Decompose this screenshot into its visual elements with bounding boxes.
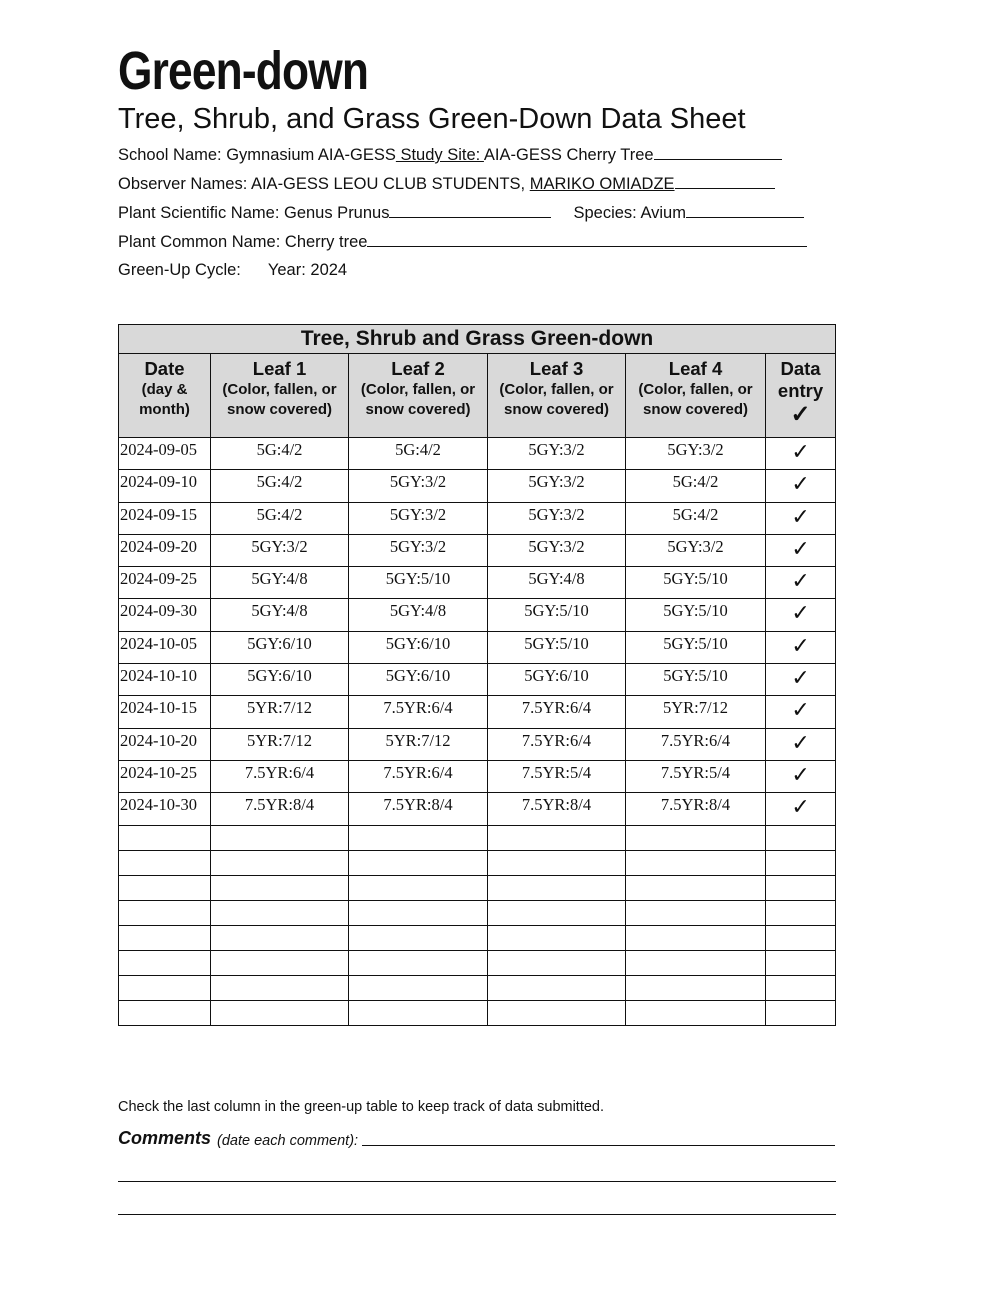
empty-cell[interactable] [488,850,626,875]
species-label: Species: [573,204,641,222]
table-header-row [119,354,836,438]
checkmark-icon[interactable]: ✓ [766,631,836,663]
empty-table-row [119,976,836,1001]
checkmark-icon[interactable]: ✓ [766,696,836,728]
column-header-title: Leaf 4 [668,358,723,379]
empty-cell[interactable] [349,1001,488,1026]
empty-cell[interactable] [766,875,836,900]
leaf-cell[interactable]: 5GY:3/2 [488,438,626,470]
column-header-title: Leaf 1 [252,358,307,379]
leaf-cell[interactable]: 5GY:4/8 [488,567,626,599]
table-row [119,470,836,502]
empty-cell[interactable] [766,925,836,950]
leaf-cell[interactable]: 5GY:5/10 [626,664,766,696]
comments-sublabel: (date each comment): [217,1133,359,1149]
leaf-cell[interactable]: 7.5YR:5/4 [488,760,626,792]
species-field[interactable]: Avium [640,204,686,222]
empty-table-row [119,900,836,925]
table-row [119,696,836,728]
leaf-cell[interactable]: 5GY:3/2 [488,534,626,566]
leaf-cell[interactable]: 7.5YR:8/4 [488,793,626,825]
checkmark-icon[interactable]: ✓ [766,728,836,760]
empty-cell[interactable] [766,825,836,850]
leaf-cell[interactable]: 5G:4/2 [211,502,349,534]
column-header-title: Data entry [777,358,824,401]
year-field[interactable]: 2024 [310,261,348,279]
leaf-cell[interactable]: 5YR:7/12 [626,696,766,728]
leaf-cell[interactable]: 7.5YR:5/4 [626,760,766,792]
empty-cell[interactable] [349,825,488,850]
column-header-title: Leaf 3 [529,358,584,379]
leaf-cell[interactable]: 5GY:5/10 [349,567,488,599]
checkmark-icon[interactable]: ✓ [766,470,836,502]
school-line [118,144,782,165]
scientific-name-blank-line [389,202,551,218]
leaf-cell[interactable]: 5GY:6/10 [488,664,626,696]
empty-cell[interactable] [349,900,488,925]
leaf-cell[interactable]: 5GY:3/2 [349,534,488,566]
date-cell[interactable]: 2024-09-05 [119,438,211,470]
table-row [119,793,836,825]
table-row [119,664,836,696]
comments-field[interactable] [362,1145,835,1146]
column-header-leaf-4 [626,354,766,438]
page-title: Green-down [118,41,369,101]
leaf-cell[interactable]: 5GY:5/10 [488,631,626,663]
green-down-table [118,324,836,1026]
cycle-label: Green-Up Cycle: [118,261,241,279]
observer-field-2[interactable]: MARIKO OMIADZE [529,175,675,193]
checkmark-icon[interactable]: ✓ [766,760,836,792]
empty-cell[interactable] [211,900,349,925]
table-body [119,438,836,1026]
leaf-cell[interactable]: 5G:4/2 [626,502,766,534]
column-header-leaf-1 [211,354,349,438]
empty-cell[interactable] [488,900,626,925]
checkmark-icon[interactable]: ✓ [766,534,836,566]
footer-note: Check the last column in the green-up table to keep track of data submitted. [118,1099,605,1115]
date-cell[interactable]: 2024-10-05 [119,631,211,663]
empty-cell[interactable] [119,925,211,950]
empty-cell[interactable] [349,925,488,950]
empty-cell[interactable] [766,951,836,976]
empty-cell[interactable] [488,875,626,900]
empty-table-row [119,825,836,850]
cycle-line [118,260,347,280]
empty-cell[interactable] [488,1001,626,1026]
leaf-cell[interactable]: 5GY:5/10 [626,567,766,599]
empty-cell[interactable] [211,925,349,950]
date-cell[interactable]: 2024-10-15 [119,696,211,728]
leaf-cell[interactable]: 5GY:5/10 [488,599,626,631]
table-row [119,599,836,631]
empty-table-row [119,951,836,976]
table-row [119,631,836,663]
leaf-cell[interactable]: 5GY:6/10 [349,631,488,663]
empty-cell[interactable] [766,900,836,925]
leaf-cell[interactable]: 5GY:3/2 [211,534,349,566]
empty-cell[interactable] [119,1001,211,1026]
checkmark-icon[interactable]: ✓ [766,793,836,825]
school-field[interactable]: Gymnasium AIA-GESS [226,146,396,164]
empty-cell[interactable] [488,925,626,950]
leaf-cell[interactable]: 5G:4/2 [211,438,349,470]
table-row [119,760,836,792]
observer-blank-line [675,173,775,189]
checkmark-icon[interactable]: ✓ [766,567,836,599]
empty-cell[interactable] [119,900,211,925]
date-cell[interactable]: 2024-09-10 [119,470,211,502]
empty-cell[interactable] [626,925,766,950]
leaf-cell[interactable]: 5GY:4/8 [211,599,349,631]
leaf-cell[interactable]: 7.5YR:6/4 [349,760,488,792]
leaf-cell[interactable]: 5GY:3/2 [349,470,488,502]
empty-cell[interactable] [119,875,211,900]
empty-cell[interactable] [349,976,488,1001]
date-cell[interactable]: 2024-09-25 [119,567,211,599]
empty-cell[interactable] [119,951,211,976]
empty-table-row [119,875,836,900]
species-blank-line [686,202,804,218]
common-name-line [118,231,807,252]
leaf-cell[interactable]: 7.5YR:6/4 [488,696,626,728]
table-row [119,534,836,566]
leaf-cell[interactable]: 5G:4/2 [349,438,488,470]
school-label: School Name: [118,146,227,164]
leaf-cell[interactable]: 5YR:7/12 [211,728,349,760]
date-cell[interactable]: 2024-09-15 [119,502,211,534]
leaf-cell[interactable]: 7.5YR:6/4 [488,728,626,760]
comments-line [118,1128,835,1149]
column-header-subtitle: (Color, fallen, or snow covered) [360,381,476,418]
empty-cell[interactable] [211,951,349,976]
empty-cell[interactable] [211,875,349,900]
leaf-cell[interactable]: 7.5YR:6/4 [626,728,766,760]
leaf-cell[interactable]: 7.5YR:8/4 [626,793,766,825]
checkmark-icon[interactable]: ✓ [766,599,836,631]
empty-cell[interactable] [211,850,349,875]
scientific-name-field[interactable]: Genus Prunus [283,204,390,222]
empty-cell[interactable] [626,1001,766,1026]
column-header-leaf-3 [488,354,626,438]
column-header-date [119,354,211,438]
empty-cell[interactable] [626,875,766,900]
leaf-cell[interactable]: 7.5YR:6/4 [211,760,349,792]
common-name-label: Plant Common Name: [118,233,285,251]
leaf-cell[interactable]: 5GY:5/10 [626,599,766,631]
empty-cell[interactable] [211,825,349,850]
column-header-data-entry [766,354,836,438]
empty-cell[interactable] [626,951,766,976]
column-header-subtitle: (Color, fallen, or snow covered) [638,381,753,418]
table-title: Tree, Shrub and Grass Green-down [119,325,836,354]
leaf-cell[interactable]: 7.5YR:8/4 [211,793,349,825]
empty-cell[interactable] [766,976,836,1001]
site-blank-line [654,144,782,160]
leaf-cell[interactable]: 5GY:3/2 [488,470,626,502]
date-cell[interactable]: 2024-10-25 [119,760,211,792]
leaf-cell[interactable]: 5GY:3/2 [626,438,766,470]
empty-cell[interactable] [119,850,211,875]
empty-cell[interactable] [349,875,488,900]
scientific-name-line [118,202,804,223]
leaf-cell[interactable]: 5YR:7/12 [349,728,488,760]
column-header-title: Leaf 2 [391,358,445,379]
observer-line [118,173,775,194]
leaf-cell[interactable]: 5G:4/2 [211,470,349,502]
checkmark-icon[interactable]: ✓ [766,438,836,470]
date-cell[interactable]: 2024-09-20 [119,534,211,566]
leaf-cell[interactable]: 5GY:4/8 [349,599,488,631]
comments-line-3[interactable] [118,1214,836,1215]
common-name-blank-line [367,231,807,247]
empty-cell[interactable] [488,976,626,1001]
leaf-cell[interactable]: 7.5YR:6/4 [349,696,488,728]
page-subtitle: Tree, Shrub, and Grass Green-Down Data Sheet [118,103,746,135]
site-label: Study Site: [395,146,484,164]
date-cell[interactable]: 2024-09-30 [119,599,211,631]
leaf-cell[interactable]: 5G:4/2 [626,470,766,502]
empty-cell[interactable] [119,825,211,850]
table-row [119,438,836,470]
date-cell[interactable]: 2024-10-20 [119,728,211,760]
leaf-cell[interactable]: 5GY:3/2 [488,502,626,534]
column-header-subtitle: (Color, fallen, or snow covered) [499,381,614,418]
empty-cell[interactable] [626,825,766,850]
common-name-field[interactable]: Cherry tree [284,233,368,251]
empty-cell[interactable] [626,850,766,875]
checkmark-icon[interactable]: ✓ [766,664,836,696]
empty-cell[interactable] [626,976,766,1001]
leaf-cell[interactable]: 7.5YR:8/4 [349,793,488,825]
empty-cell[interactable] [488,951,626,976]
leaf-cell[interactable]: 5GY:6/10 [211,631,349,663]
leaf-cell[interactable]: 5GY:6/10 [211,664,349,696]
column-header-subtitle: (day & month) [139,381,190,418]
column-header-leaf-2 [349,354,488,438]
date-cell[interactable]: 2024-10-10 [119,664,211,696]
leaf-cell[interactable]: 5GY:4/8 [211,567,349,599]
observer-label: Observer Names: [118,175,251,193]
comments-line-2[interactable] [118,1181,836,1182]
year-label: Year: [267,261,311,279]
empty-cell[interactable] [119,976,211,1001]
empty-table-row [119,850,836,875]
comments-label: Comments [118,1128,212,1148]
empty-cell[interactable] [349,951,488,976]
scientific-name-label: Plant Scientific Name: [118,204,284,222]
site-field[interactable]: AIA-GESS Cherry Tree [483,146,654,164]
leaf-cell[interactable]: 5GY:6/10 [349,664,488,696]
empty-table-row [119,1001,836,1026]
leaf-cell[interactable]: 5YR:7/12 [211,696,349,728]
column-header-title: Date [144,358,185,379]
empty-cell[interactable] [211,1001,349,1026]
table-row [119,728,836,760]
empty-cell[interactable] [626,900,766,925]
leaf-cell[interactable]: 5GY:3/2 [349,502,488,534]
empty-cell[interactable] [766,1001,836,1026]
empty-cell[interactable] [488,825,626,850]
checkmark-icon: ✓ [790,401,811,428]
table-row [119,567,836,599]
observer-field[interactable]: AIA-GESS LEOU CLUB STUDENTS, [250,175,530,193]
checkmark-icon[interactable]: ✓ [766,502,836,534]
empty-cell[interactable] [766,850,836,875]
table-row [119,502,836,534]
leaf-cell[interactable]: 5GY:3/2 [626,534,766,566]
date-cell[interactable]: 2024-10-30 [119,793,211,825]
column-header-subtitle: (Color, fallen, or snow covered) [222,381,337,418]
empty-table-row [119,925,836,950]
leaf-cell[interactable]: 5GY:5/10 [626,631,766,663]
empty-cell[interactable] [211,976,349,1001]
empty-cell[interactable] [349,850,488,875]
